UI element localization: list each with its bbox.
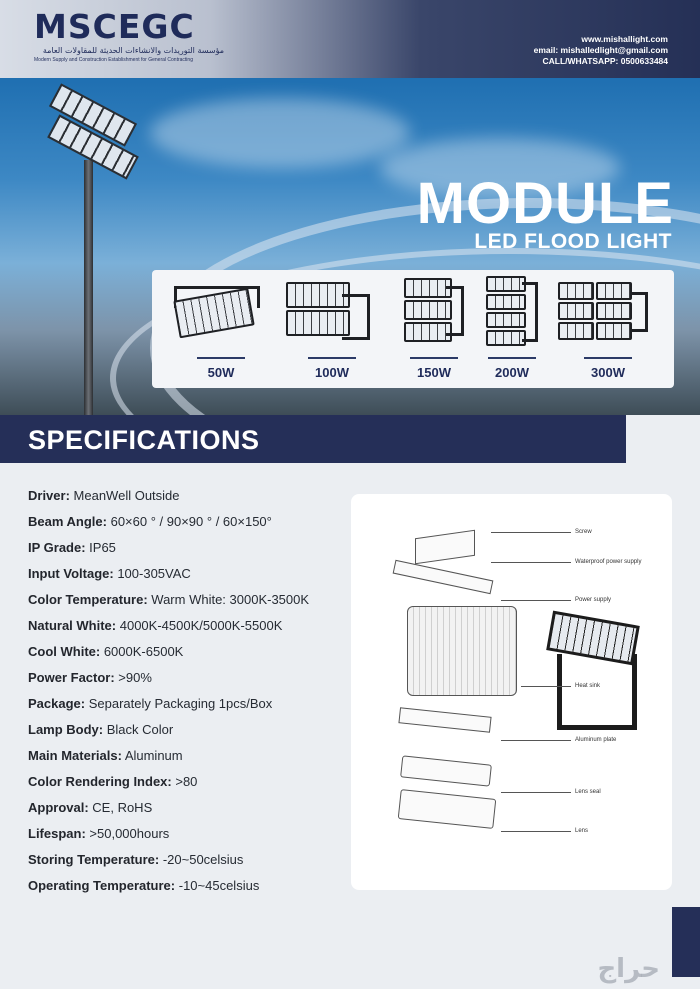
logo-english-name: Modern Supply and Construction Establishment for General Contracting [34, 57, 193, 63]
product-50w: 50W [196, 357, 246, 380]
spec-lifespan: Lifespan: >50,000hours [28, 826, 170, 841]
corner-accent [672, 907, 700, 977]
spec-package: Package: Separately Packaging 1pcs/Box [28, 696, 273, 711]
label-aluminum-plate: Aluminum plate [575, 737, 617, 743]
cloud-shape [150, 98, 410, 168]
email-text[interactable]: email: mishalledlight@gmail.com [533, 45, 668, 55]
company-logo [34, 7, 224, 63]
lens-icon [398, 789, 497, 829]
spec-natural-white: Natural White: 4000K-4500K/5000K-5500K [28, 618, 283, 633]
leader-line [491, 532, 571, 533]
fixture-200w-icon [482, 274, 548, 352]
spec-lamp-body: Lamp Body: Black Color [28, 722, 174, 737]
spec-beam-angle: Beam Angle: 60×60 ° / 90×90 ° / 60×150° [28, 514, 272, 529]
leader-line [501, 792, 571, 793]
product-150w: 150W [406, 357, 462, 380]
spec-color-temperature: Color Temperature: Warm White: 3000K-3500K [28, 592, 310, 607]
fixture-50w-icon [168, 282, 266, 342]
specifications-list [28, 487, 348, 903]
spec-driver: Driver: MeanWell Outside [28, 488, 180, 503]
specifications-heading: SPECIFICATIONS [28, 425, 260, 455]
product-lineup [152, 270, 674, 388]
product-200w: 200W [484, 357, 540, 380]
lens-seal-icon [400, 755, 492, 786]
logo-text: MSCEGC [34, 7, 195, 46]
leader-line [501, 740, 571, 741]
bracket-icon [393, 560, 494, 594]
aluminum-plate-icon [398, 707, 491, 733]
contact-info [534, 34, 668, 67]
spec-approval: Approval: CE, RoHS [28, 800, 153, 815]
exploded-diagram [351, 494, 672, 890]
leader-line [521, 686, 571, 687]
logo-arabic-name: مؤسسة التوريدات والانشاءات الحديثة للمقاولات العامة [42, 46, 224, 55]
website-link[interactable]: www.mishallight.com [581, 34, 668, 44]
spec-input-voltage: Input Voltage: 100-305VAC [28, 566, 191, 581]
spec-operating-temperature: Operating Temperature: -10~45celsius [28, 878, 260, 893]
spec-cool-white: Cool White: 6000K-6500K [28, 644, 184, 659]
label-heat-sink: Heat sink [575, 683, 601, 689]
spec-storing-temperature: Storing Temperature: -20~50celsius [28, 852, 244, 867]
product-subtitle: LED FLOOD LIGHT [474, 230, 672, 253]
product-100w: 100W [304, 357, 360, 380]
label-lens-seal: Lens seal [575, 789, 601, 795]
leader-line [501, 600, 571, 601]
label-lens: Lens [575, 828, 589, 834]
product-300w: 300W [580, 357, 636, 380]
power-supply-box-icon [415, 530, 475, 564]
fixture-150w-icon [400, 276, 470, 350]
fixture-100w-icon [282, 278, 378, 348]
fixture-300w-icon [554, 280, 658, 344]
hero-image [0, 78, 700, 415]
spec-cri: Color Rendering Index: >80 [28, 774, 198, 789]
specifications-bar [0, 415, 626, 463]
product-title: MODULE [416, 171, 674, 236]
leader-line [491, 562, 571, 563]
label-waterproof-power-supply: Waterproof power supply [575, 559, 642, 565]
header-banner [0, 0, 700, 78]
light-pole [84, 160, 93, 415]
phone-text: CALL/WHATSAPP: 0500633484 [542, 56, 668, 66]
spec-ip-grade: IP Grade: IP65 [28, 540, 116, 555]
heat-sink-icon [407, 606, 517, 696]
leader-line [501, 831, 571, 832]
watermark-logo: حراج [597, 954, 660, 984]
label-power-supply: Power supply [575, 597, 612, 603]
fixture-mount-icon [557, 654, 637, 730]
label-screw: Screw [575, 529, 592, 535]
spec-power-factor: Power Factor: >90% [28, 670, 152, 685]
spec-main-materials: Main Materials: Aluminum [28, 748, 183, 763]
